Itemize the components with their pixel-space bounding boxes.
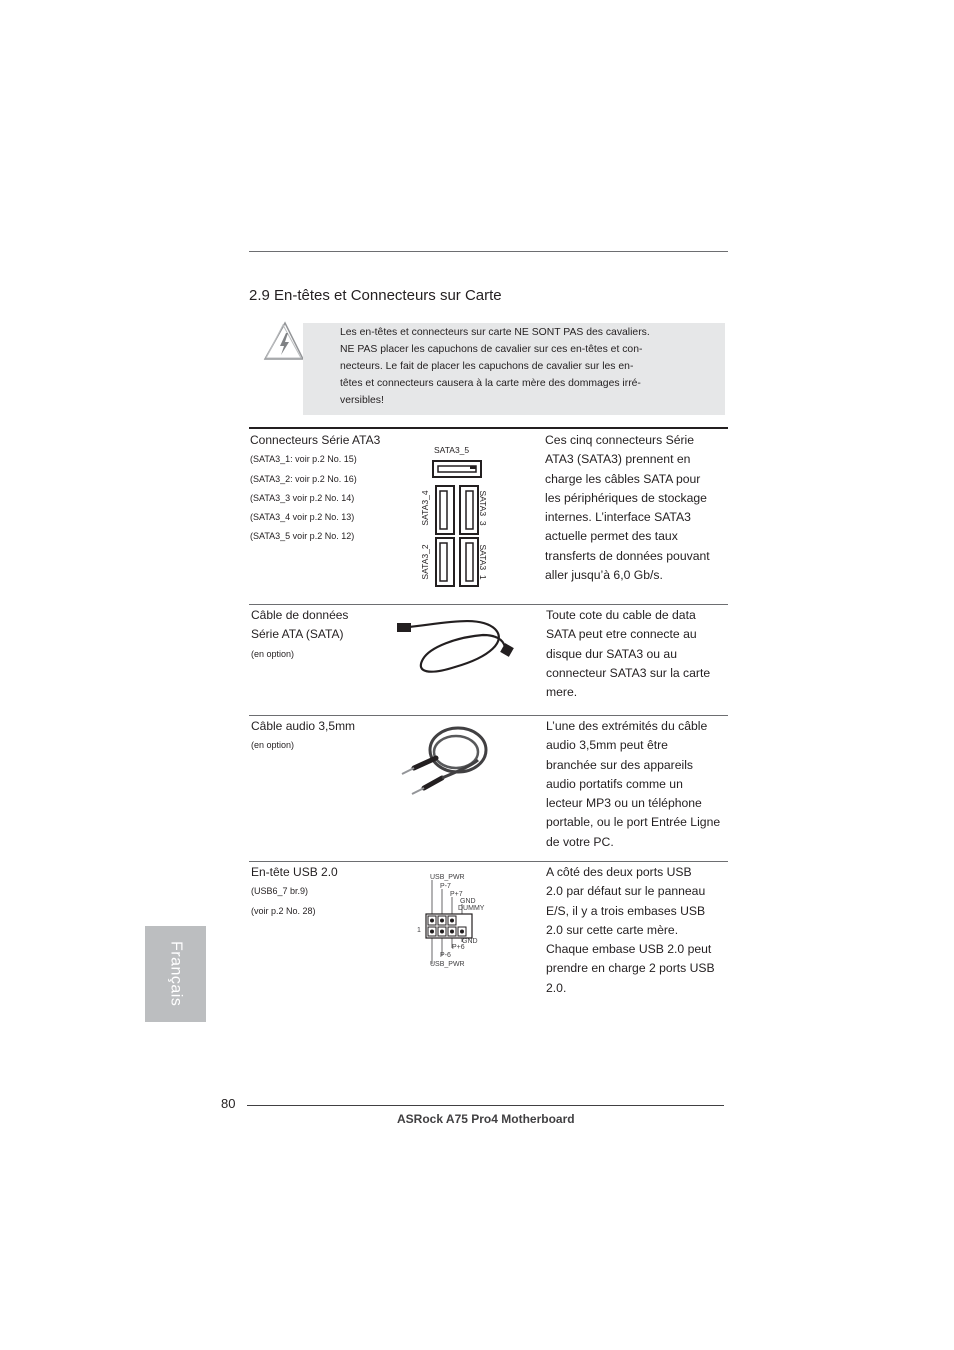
row-title: Connecteurs Série ATA3 (250, 433, 381, 447)
usb-pin-label: DUMMY (458, 905, 485, 912)
usb-pin-label: P-7 (440, 883, 451, 890)
row-title: Câble audio 3,5mm (251, 719, 356, 733)
note-line: necteurs. Le fait de placer les capuchons de cavalier sur les en- (340, 361, 634, 372)
sata3-2-label: SATA3_2 (420, 544, 430, 580)
row-divider (249, 604, 728, 605)
desc-line: 2.0. (546, 980, 567, 995)
desc-line: L’une des extrémités du câble (546, 719, 708, 733)
usb-header-diagram (414, 870, 509, 970)
usb-pin-label: P+6 (452, 944, 465, 951)
desc-line: portable, ou le port Entrée Ligne (546, 815, 721, 830)
usb-pin-label: GND (462, 938, 478, 945)
warning-triangle-icon (263, 321, 303, 361)
footer-brand: ASRock A75 Pro4 Motherboard (397, 1112, 575, 1126)
row-sata3-desc (545, 431, 730, 585)
sata3-5-label: SATA3_5 (434, 445, 470, 455)
sata-cable-image (395, 615, 520, 680)
row-audio-desc (546, 717, 736, 852)
sata-connectors-diagram (420, 458, 500, 590)
desc-line: charge les câbles SATA pour (545, 471, 701, 486)
usb-pin-label: 1 (417, 927, 421, 934)
row-audio-left (251, 717, 411, 756)
desc-line: 2.0 par défaut sur le panneau (546, 884, 706, 899)
usb-pin-label: P+7 (450, 891, 463, 898)
row-sub: (SATA3_5 voir p.2 No. 12) (250, 531, 355, 542)
sata3-1-label: SATA3_1 (478, 544, 488, 580)
row-sub: (USB6_7 br.9) (251, 886, 309, 897)
page-number: 80 (221, 1096, 236, 1111)
note-line: versibles! (340, 395, 384, 406)
row-usb-left (251, 863, 411, 921)
desc-line: les périphériques de stockage (545, 490, 707, 505)
row-sub: (en option) (251, 648, 295, 659)
desc-line: branchée sur des appareils (546, 757, 694, 772)
desc-line: 2.0 sur cette carte mère. (546, 922, 679, 937)
audio-cable-image (396, 722, 492, 800)
row-sata-cable-desc (546, 606, 731, 702)
table-top-rule (249, 427, 728, 429)
desc-line: prendre en charge 2 ports USB (546, 961, 715, 976)
row-title: Câble de données (251, 608, 349, 622)
desc-line: mere. (546, 685, 578, 700)
usb-pin-label: P-6 (440, 952, 451, 959)
row-title: En-tête USB 2.0 (251, 865, 338, 879)
desc-line: E/S, il y a trois embases USB (546, 903, 706, 918)
row-sub: (SATA3_4 voir p.2 No. 13) (250, 512, 355, 523)
note-text (340, 324, 680, 409)
note-line: NE PAS placer les capuchons de cavalier sur ces en-têtes et con- (340, 344, 643, 355)
sata3-4-label: SATA3_4 (420, 490, 430, 526)
desc-line: disque dur SATA3 ou au (546, 646, 677, 661)
sata3-3-label: SATA3_3 (478, 490, 488, 526)
language-tab-label: Français (167, 941, 185, 1007)
usb-pin-label: GND (460, 898, 476, 905)
language-tab-label-wrap (145, 926, 206, 1022)
desc-line: lecteur MP3 ou un téléphone (546, 796, 702, 811)
desc-line: A côté des deux ports USB (546, 865, 692, 879)
row-sub: (en option) (251, 740, 295, 751)
usb-pin-label: USB_PWR (430, 874, 465, 881)
desc-line: Ces cinq connecteurs Série (545, 433, 695, 447)
row-usb-desc (546, 863, 736, 998)
desc-line: de votre PC. (546, 834, 614, 849)
desc-line: Chaque embase USB 2.0 peut (546, 942, 712, 957)
row-sata3-left (250, 431, 420, 547)
desc-line: internes. L’interface SATA3 (545, 510, 691, 525)
usb-pin-label: USB_PWR (430, 961, 465, 968)
row-sub: (SATA3_1: voir p.2 No. 15) (250, 454, 357, 465)
row-sub: (voir p.2 No. 28) (251, 905, 316, 916)
row-sata-cable-left (251, 606, 411, 664)
desc-line: aller jusqu’à 6,0 Gb/s. (545, 568, 663, 583)
note-line: têtes et connecteurs causera à la carte mère des dommages irré- (340, 378, 641, 389)
note-line: Les en-têtes et connecteurs sur carte NE SONT PAS des cavaliers. (340, 327, 650, 338)
header-rule (249, 251, 728, 252)
row-divider (249, 861, 728, 862)
footer-rule (247, 1105, 724, 1106)
desc-line: actuelle permet des taux (545, 529, 678, 544)
desc-line: transferts de données pouvant (545, 548, 710, 563)
row-sub: (SATA3_2: voir p.2 No. 16) (250, 473, 357, 484)
row-divider (249, 715, 728, 716)
desc-line: audio 3,5mm peut être (546, 738, 668, 753)
desc-line: SATA peut etre connecte au (546, 627, 697, 642)
section-title: 2.9 En-têtes et Connecteurs sur Carte (249, 287, 502, 304)
desc-line: Toute cote du cable de data (546, 608, 696, 622)
desc-line: connecteur SATA3 sur la carte (546, 665, 711, 680)
desc-line: ATA3 (SATA3) prennent en (545, 452, 691, 467)
row-title: Série ATA (SATA) (251, 627, 344, 642)
row-sub: (SATA3_3 voir p.2 No. 14) (250, 492, 355, 503)
desc-line: audio portatifs comme un (546, 776, 683, 791)
